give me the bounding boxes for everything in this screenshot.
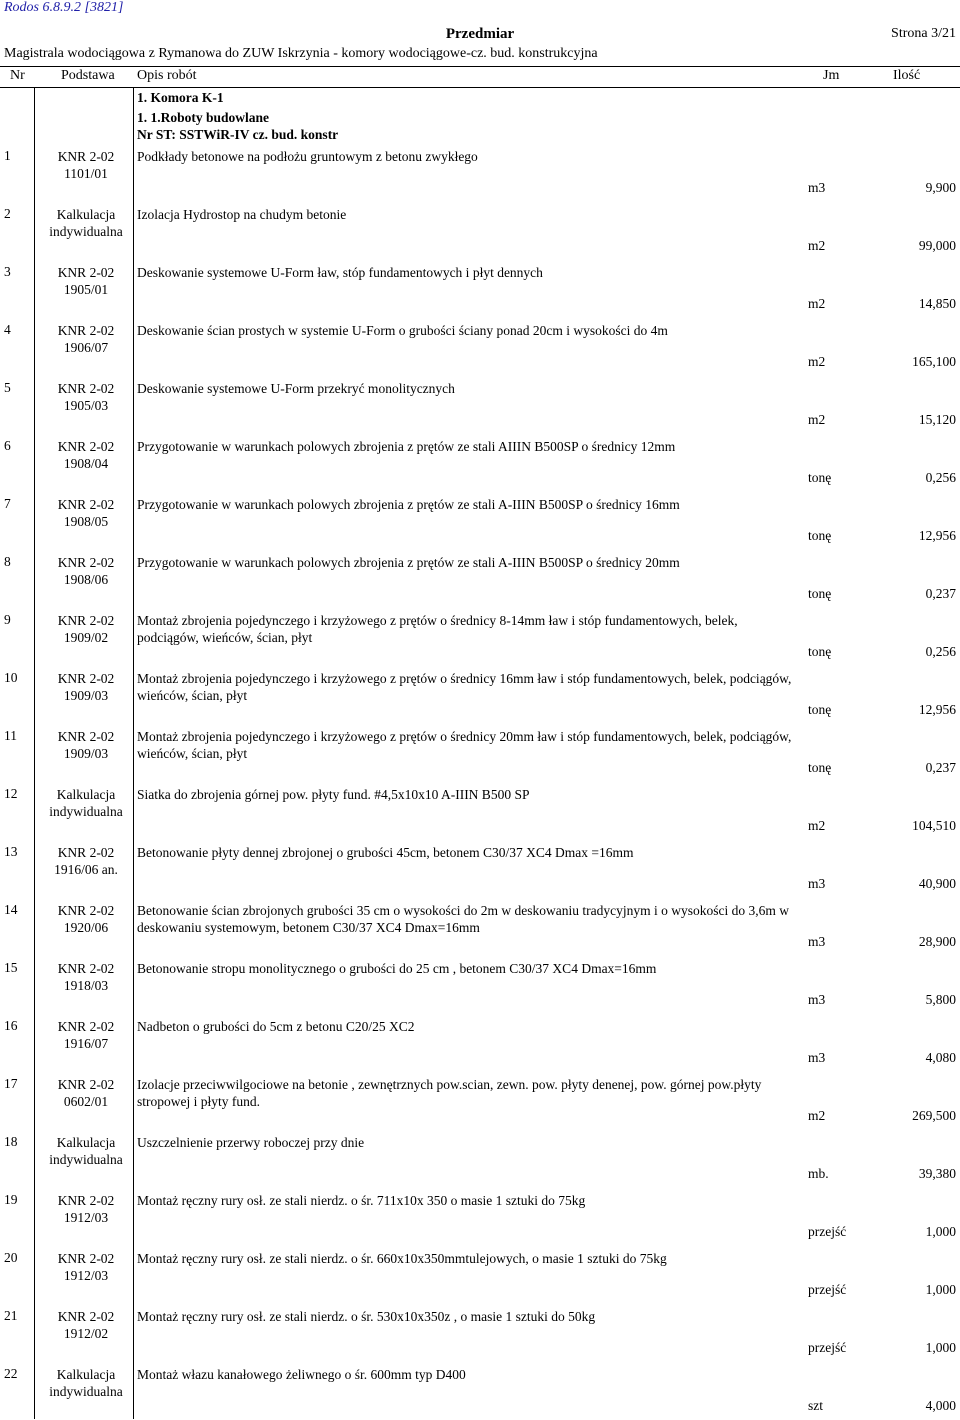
row-basis-position: 1908/04 (63, 456, 109, 471)
row-basis (38, 612, 134, 646)
row-unit: m3 (808, 934, 826, 949)
row-quantity: 15,120 (918, 412, 956, 427)
row-number: 1 (4, 148, 11, 163)
row-basis (38, 902, 134, 936)
row-basis-catalog: KNR 2-02 (57, 961, 115, 976)
table-row (0, 1188, 960, 1246)
row-basis-catalog: KNR 2-02 (57, 555, 115, 570)
row-basis (38, 1308, 134, 1342)
row-basis-position: 1905/01 (63, 282, 109, 297)
row-unit: tonę (808, 586, 832, 601)
row-basis-catalog: KNR 2-02 (57, 265, 115, 280)
col-header-opis: Opis robót (137, 68, 197, 83)
row-basis-catalog: KNR 2-02 (57, 1193, 115, 1208)
row-description: Montaż zbrojenia pojedynczego i krzyżowego z prętów o średnicy 8-14mm ław i stóp fundamentowych, belek, podciągów, wieńców, ścian, płyt (137, 613, 738, 645)
col-header-ilosc: Ilość (893, 68, 921, 83)
row-quantity: 0,237 (925, 760, 956, 775)
row-number: 7 (4, 496, 11, 511)
row-unit: m2 (808, 296, 826, 311)
table-row (0, 956, 960, 1014)
row-basis-position: 1916/06 an. (54, 862, 118, 877)
table-row (0, 318, 960, 376)
app-title: Rodos 6.8.9.2 [3821] (4, 0, 124, 15)
row-basis-position: indywidualna (49, 1152, 123, 1167)
row-description: Izolacja Hydrostop na chudym betonie (137, 207, 347, 222)
row-description: Deskowanie systemowe U-Form ław, stóp fundamentowych i płyt dennych (137, 265, 543, 280)
col-header-nr: Nr (10, 68, 25, 83)
row-description: Montaż zbrojenia pojedynczego i krzyżowego z prętów o średnicy 20mm ław i stóp fundamentowych, belek, podciągów, wieńców, ścian, płyt (137, 729, 792, 761)
row-description: Przygotowanie w warunkach polowych zbrojenia z prętów ze stali AIIIN B500SP o średnicy 12mm (137, 439, 676, 454)
row-description: Podkłady betonowe na podłożu gruntowym z betonu zwykłego (137, 149, 478, 164)
table-row (0, 434, 960, 492)
table-row (0, 782, 960, 840)
row-basis-catalog: KNR 2-02 (57, 439, 115, 454)
row-description: Nadbeton o grubości do 5cm z betonu C20/25 XC2 (137, 1019, 415, 1034)
table-row (0, 144, 960, 202)
row-description: Montaż włazu kanałowego żeliwnego o śr. 600mm typ D400 (137, 1367, 466, 1382)
row-basis-catalog: KNR 2-02 (57, 903, 115, 918)
table-row (0, 1362, 960, 1420)
row-number: 3 (4, 264, 11, 279)
row-basis-catalog: KNR 2-02 (57, 845, 115, 860)
row-number: 22 (4, 1366, 18, 1381)
table-row (0, 492, 960, 550)
row-quantity: 269,500 (912, 1108, 956, 1123)
row-number: 6 (4, 438, 11, 453)
row-description: Montaż ręczny rury osł. ze stali nierdz. o śr. 530x10x350z , o masie 1 sztuki do 50kg (137, 1309, 596, 1324)
row-unit: m2 (808, 818, 826, 833)
row-description: Deskowanie systemowe U-Form przekryć monolitycznych (137, 381, 455, 396)
row-basis (38, 1018, 134, 1052)
row-quantity: 0,237 (925, 586, 956, 601)
row-basis (38, 670, 134, 704)
table-row (0, 1072, 960, 1130)
row-unit: tonę (808, 528, 832, 543)
table-row (0, 1304, 960, 1362)
row-basis-position: 1908/05 (63, 514, 109, 529)
row-number: 15 (4, 960, 18, 975)
row-basis-catalog: Kalkulacja (56, 207, 116, 222)
row-basis (38, 844, 134, 878)
row-quantity: 1,000 (925, 1340, 956, 1355)
project-subtitle: Magistrala wodociągowa z Rymanowa do ZUW Iskrzynia - komory wodociągowe-cz. bud. konstrukcyjna (4, 46, 598, 61)
row-unit: m3 (808, 992, 826, 1007)
row-description: Deskowanie ścian prostych w systemie U-Form o grubości ściany ponad 20cm i wysokości do 4m (137, 323, 668, 338)
table-row (0, 260, 960, 318)
row-basis (38, 322, 134, 356)
row-basis (38, 728, 134, 762)
row-basis-catalog: KNR 2-02 (57, 729, 115, 744)
row-number: 17 (4, 1076, 18, 1091)
table-row (0, 202, 960, 260)
section-komora: 1. Komora K-1 (137, 90, 224, 105)
row-number: 9 (4, 612, 11, 627)
row-basis-position: 1905/03 (63, 398, 109, 413)
row-basis-position: indywidualna (49, 1384, 123, 1399)
row-basis-catalog: KNR 2-02 (57, 613, 115, 628)
row-basis (38, 554, 134, 588)
row-number: 21 (4, 1308, 18, 1323)
row-unit: m3 (808, 876, 826, 891)
row-unit: tonę (808, 644, 832, 659)
row-quantity: 4,000 (925, 1398, 956, 1413)
row-quantity: 9,900 (925, 180, 956, 195)
row-number: 11 (4, 728, 17, 743)
row-quantity: 40,900 (918, 876, 956, 891)
col-header-podstawa: Podstawa (61, 68, 115, 83)
row-quantity: 0,256 (925, 470, 956, 485)
table-row (0, 550, 960, 608)
row-basis-position: 1908/06 (63, 572, 109, 587)
row-number: 5 (4, 380, 11, 395)
row-quantity: 0,256 (925, 644, 956, 659)
row-number: 14 (4, 902, 18, 917)
table-row (0, 840, 960, 898)
row-basis-catalog: KNR 2-02 (57, 1251, 115, 1266)
row-basis-position: 1912/03 (63, 1210, 109, 1225)
row-unit: mb. (808, 1166, 829, 1181)
row-number: 10 (4, 670, 18, 685)
row-quantity: 4,080 (925, 1050, 956, 1065)
row-basis-catalog: KNR 2-02 (57, 149, 115, 164)
row-basis-position: 1920/06 (63, 920, 109, 935)
row-basis (38, 786, 134, 820)
col-header-jm: Jm (823, 68, 840, 83)
row-basis-position: 1912/03 (63, 1268, 109, 1283)
row-number: 18 (4, 1134, 18, 1149)
row-description: Izolacje przeciwwilgociowe na betonie , zewnętrznych pow.scian, zewn. pow. płyty denenej, pow. górnej pow.płyty stropowej i płyty fund. (137, 1077, 762, 1109)
row-quantity: 99,000 (918, 238, 956, 253)
row-basis-catalog: Kalkulacja (56, 787, 116, 802)
row-basis-catalog: KNR 2-02 (57, 381, 115, 396)
table-row (0, 666, 960, 724)
row-basis (38, 380, 134, 414)
section-st: Nr ST: SSTWiR-IV cz. bud. konstr (137, 127, 339, 142)
row-number: 20 (4, 1250, 18, 1265)
document-title: Przedmiar (445, 26, 515, 42)
row-number: 16 (4, 1018, 18, 1033)
row-description: Betonowanie ścian zbrojonych grubości 35 cm o wysokości do 2m w deskowaniu tradycyjnym i o wysokości do 3,6m w deskowaniu systemowym, betonem C30/37 XC4 Dmax=16mm (137, 903, 790, 935)
row-basis-position: 1918/03 (63, 978, 109, 993)
row-quantity: 1,000 (925, 1282, 956, 1297)
row-number: 12 (4, 786, 18, 801)
row-quantity: 12,956 (918, 702, 956, 717)
row-basis-catalog: KNR 2-02 (57, 1077, 115, 1092)
table-row (0, 608, 960, 666)
row-basis-catalog: Kalkulacja (56, 1135, 116, 1150)
row-unit: m2 (808, 412, 826, 427)
row-basis-catalog: KNR 2-02 (57, 497, 115, 512)
row-basis (38, 148, 134, 182)
row-basis-position: 1909/03 (63, 746, 109, 761)
row-basis-position: 1909/02 (63, 630, 109, 645)
page-number: Strona 3/21 (891, 26, 956, 41)
row-unit: m2 (808, 1108, 826, 1123)
row-basis-catalog: Kalkulacja (56, 1367, 116, 1382)
row-description: Betonowanie płyty dennej zbrojonej o grubości 45cm, betonem C30/37 XC4 Dmax =16mm (137, 845, 634, 860)
row-quantity: 14,850 (918, 296, 956, 311)
row-description: Siatka do zbrojenia górnej pow. płyty fund. #4,5x10x10 A-IIIN B500 SP (137, 787, 530, 802)
row-basis-position: 1101/01 (64, 166, 108, 181)
table-row (0, 376, 960, 434)
row-unit: przejść (808, 1282, 847, 1297)
row-unit: m3 (808, 1050, 826, 1065)
row-description: Uszczelnienie przerwy roboczej przy dnie (137, 1135, 365, 1150)
table-row (0, 1014, 960, 1072)
row-quantity: 104,510 (912, 818, 956, 833)
table-row (0, 1130, 960, 1188)
row-basis (38, 1076, 134, 1110)
row-quantity: 5,800 (925, 992, 956, 1007)
row-basis-catalog: KNR 2-02 (57, 323, 115, 338)
row-basis-position: 1912/02 (63, 1326, 109, 1341)
row-basis-catalog: KNR 2-02 (57, 1019, 115, 1034)
row-basis-position: 0602/01 (63, 1094, 109, 1109)
row-basis-position: 1909/03 (63, 688, 109, 703)
row-description: Przygotowanie w warunkach polowych zbrojenia z prętów ze stali A-IIIN B500SP o średnicy 20mm (137, 555, 680, 570)
row-basis (38, 1134, 134, 1168)
row-unit: m3 (808, 180, 826, 195)
row-basis (38, 1366, 134, 1400)
row-description: Betonowanie stropu monolitycznego o grubości do 25 cm , betonem C30/37 XC4 Dmax=16mm (137, 961, 657, 976)
row-number: 2 (4, 206, 11, 221)
row-basis-catalog: KNR 2-02 (57, 1309, 115, 1324)
table-row (0, 724, 960, 782)
row-basis-position: indywidualna (49, 224, 123, 239)
row-basis (38, 960, 134, 994)
row-unit: tonę (808, 470, 832, 485)
row-unit: m2 (808, 354, 826, 369)
row-basis-position: indywidualna (49, 804, 123, 819)
row-unit: szt (808, 1398, 823, 1413)
row-basis-position: 1906/07 (63, 340, 109, 355)
row-number: 4 (4, 322, 11, 337)
row-basis (38, 496, 134, 530)
table-row (0, 1246, 960, 1304)
row-unit: tonę (808, 760, 832, 775)
row-description: Montaż ręczny rury osł. ze stali nierdz. o śr. 660x10x350mmtulejowych, o masie 1 sztuki do 75kg (137, 1251, 667, 1266)
row-quantity: 1,000 (925, 1224, 956, 1239)
row-unit: tonę (808, 702, 832, 717)
row-basis-position: 1916/07 (63, 1036, 109, 1051)
row-quantity: 28,900 (918, 934, 956, 949)
row-quantity: 12,956 (918, 528, 956, 543)
row-number: 13 (4, 844, 18, 859)
section-roboty: 1. 1.Roboty budowlane (137, 110, 270, 125)
row-basis (38, 1192, 134, 1226)
row-unit: przejść (808, 1224, 847, 1239)
row-number: 19 (4, 1192, 18, 1207)
row-quantity: 165,100 (912, 354, 956, 369)
row-unit: przejść (808, 1340, 847, 1355)
header-top-line (0, 66, 960, 67)
row-basis (38, 264, 134, 298)
row-basis (38, 206, 134, 240)
row-description: Montaż ręczny rury osł. ze stali nierdz. o śr. 711x10x 350 o masie 1 sztuki do 75kg (137, 1193, 586, 1208)
header-bottom-line (0, 87, 960, 88)
row-quantity: 39,380 (918, 1166, 956, 1181)
table-row (0, 898, 960, 956)
row-basis (38, 1250, 134, 1284)
row-unit: m2 (808, 238, 826, 253)
row-basis-catalog: KNR 2-02 (57, 671, 115, 686)
row-basis (38, 438, 134, 472)
row-number: 8 (4, 554, 11, 569)
row-description: Przygotowanie w warunkach polowych zbrojenia z prętów ze stali A-IIIN B500SP o średnicy 16mm (137, 497, 680, 512)
row-description: Montaż zbrojenia pojedynczego i krzyżowego z prętów o średnicy 16mm ław i stóp fundamentowych, belek, podciągów, wieńców, ścian, płyt (137, 671, 792, 703)
